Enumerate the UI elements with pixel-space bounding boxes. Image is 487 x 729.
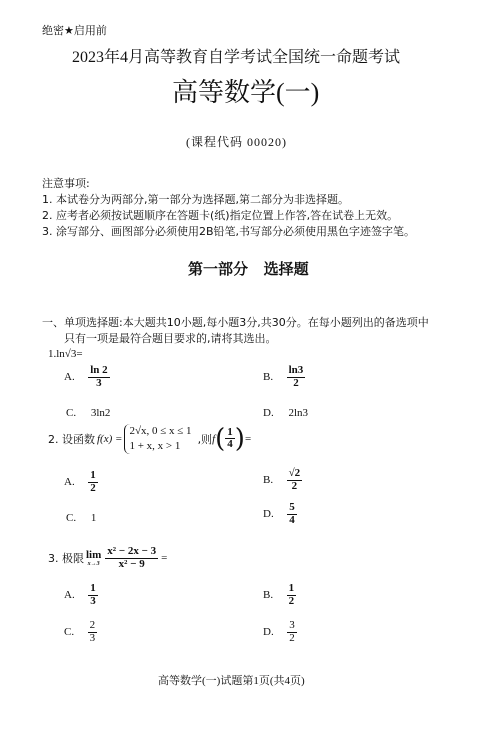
fraction-numerator: 1 <box>227 425 233 438</box>
fraction <box>88 620 98 644</box>
option-label: D. <box>263 508 274 521</box>
fraction-denominator: 3 <box>89 631 96 644</box>
fraction-denominator: 2 <box>90 481 96 494</box>
fraction-denominator: 3 <box>90 594 96 607</box>
question-2-then: ,则 <box>197 432 213 446</box>
option-label: A. <box>64 371 75 384</box>
piecewise-case-2: 1 + x, x > 1 <box>129 439 181 452</box>
fraction-denominator: 2 <box>293 376 299 389</box>
option-text: 3ln2 <box>90 407 111 419</box>
q3-option-a[interactable] <box>64 583 98 607</box>
fraction-denominator: 2 <box>289 631 295 644</box>
course-code: (课程代码 00020) <box>186 135 287 149</box>
piecewise-brace <box>124 424 191 454</box>
section-instruction: 一、单项选择题:本大题共10小题,每小题3分,共30分。在每小题列出的备选项中 <box>42 316 429 329</box>
fraction-denominator: x² − 9 <box>118 557 145 570</box>
question-3-stem <box>48 546 167 570</box>
fraction <box>105 546 158 570</box>
question-3-prefix: 3. 极限 <box>48 552 84 566</box>
function-name: f(x) = <box>97 432 123 445</box>
fraction-denominator: 2 <box>288 594 295 607</box>
fraction-numerator: √2 <box>288 467 301 479</box>
fraction <box>225 427 235 451</box>
q3-option-c[interactable] <box>64 620 97 644</box>
equals-sign: = <box>244 432 252 445</box>
q2-option-a[interactable] <box>64 470 98 494</box>
option-label: B. <box>263 474 274 487</box>
right-paren: ) <box>234 423 245 454</box>
fraction-numerator: 1 <box>90 469 96 481</box>
question-2-prefix: 2. 设函数 <box>48 432 95 446</box>
q2-option-d[interactable] <box>263 502 297 526</box>
option-label: C. <box>66 407 77 419</box>
fraction <box>287 365 306 389</box>
section-instruction-cont: 只有一项是最符合题目要求的,请将其选出。 <box>64 332 277 345</box>
equals-sign: = <box>161 552 168 565</box>
q1-option-a[interactable] <box>64 365 110 389</box>
fraction-numerator: 5 <box>289 501 295 513</box>
fraction <box>88 583 98 607</box>
note-item: 3. 涂写部分、画图部分必须使用2B铅笔,书写部分必须使用黑色字迹签字笔。 <box>42 225 416 238</box>
fraction-denominator: 4 <box>289 513 295 526</box>
part-title: 第一部分 选择题 <box>188 260 309 278</box>
note-item: 1. 本试卷分为两部分,第一部分为选择题,第二部分为非选择题。 <box>42 193 349 206</box>
limit-operator <box>86 550 101 567</box>
fraction-numerator: 1 <box>288 582 295 594</box>
option-text: 2ln3 <box>288 407 309 419</box>
option-label: D. <box>263 407 274 419</box>
exam-title: 2023年4月高等教育自学考试全国统一命题考试 <box>72 49 401 66</box>
q1-option-b[interactable] <box>263 365 305 389</box>
notes-heading: 注意事项: <box>42 177 90 190</box>
q1-option-c[interactable] <box>66 407 110 419</box>
fraction <box>88 470 98 494</box>
option-label: C. <box>64 626 75 639</box>
q3-option-b[interactable] <box>263 583 296 607</box>
page-footer: 高等数学(一)试题第1页(共4页) <box>158 675 305 687</box>
fraction-numerator: ln 2 <box>90 364 108 376</box>
option-label: D. <box>263 626 274 639</box>
fraction-numerator: x² − 2x − 3 <box>107 545 157 557</box>
q2-option-c[interactable] <box>66 512 96 524</box>
piecewise-case-1: 2√x, 0 ≤ x ≤ 1 <box>129 425 192 437</box>
subject-title: 高等数学(一) <box>172 78 320 107</box>
fraction <box>287 583 297 607</box>
fraction-numerator: 2 <box>89 619 96 631</box>
fraction-denominator: 2 <box>291 479 298 492</box>
q3-option-d[interactable] <box>263 620 297 644</box>
question-2-stem <box>48 424 251 454</box>
fraction-numerator: 3 <box>289 619 295 631</box>
fraction <box>287 620 297 644</box>
question-1-stem: 1.ln√3= <box>48 348 83 360</box>
fraction <box>287 468 303 492</box>
option-label: B. <box>263 371 274 384</box>
fraction-denominator: 4 <box>227 438 233 451</box>
left-paren: ( <box>215 423 226 454</box>
fraction-denominator: 3 <box>96 376 102 389</box>
fraction <box>287 502 297 526</box>
option-label: C. <box>66 512 77 524</box>
note-item: 2. 应考者必须按试题顺序在答题卡(纸)指定位置上作答,答在试卷上无效。 <box>42 209 399 222</box>
q1-option-d[interactable] <box>263 407 308 419</box>
option-label: A. <box>64 589 75 602</box>
option-label: B. <box>263 589 274 602</box>
secret-mark: 绝密★启用前 <box>42 24 107 37</box>
option-label: A. <box>64 476 75 489</box>
fraction-numerator: ln3 <box>288 364 304 376</box>
q2-option-b[interactable] <box>263 468 302 492</box>
fraction <box>88 365 109 389</box>
function-call: f <box>212 432 216 445</box>
limit-subscript: x→3 <box>87 560 100 567</box>
fraction-numerator: 1 <box>90 582 96 594</box>
option-text: 1 <box>90 512 97 524</box>
limit-text: lim <box>86 548 102 561</box>
